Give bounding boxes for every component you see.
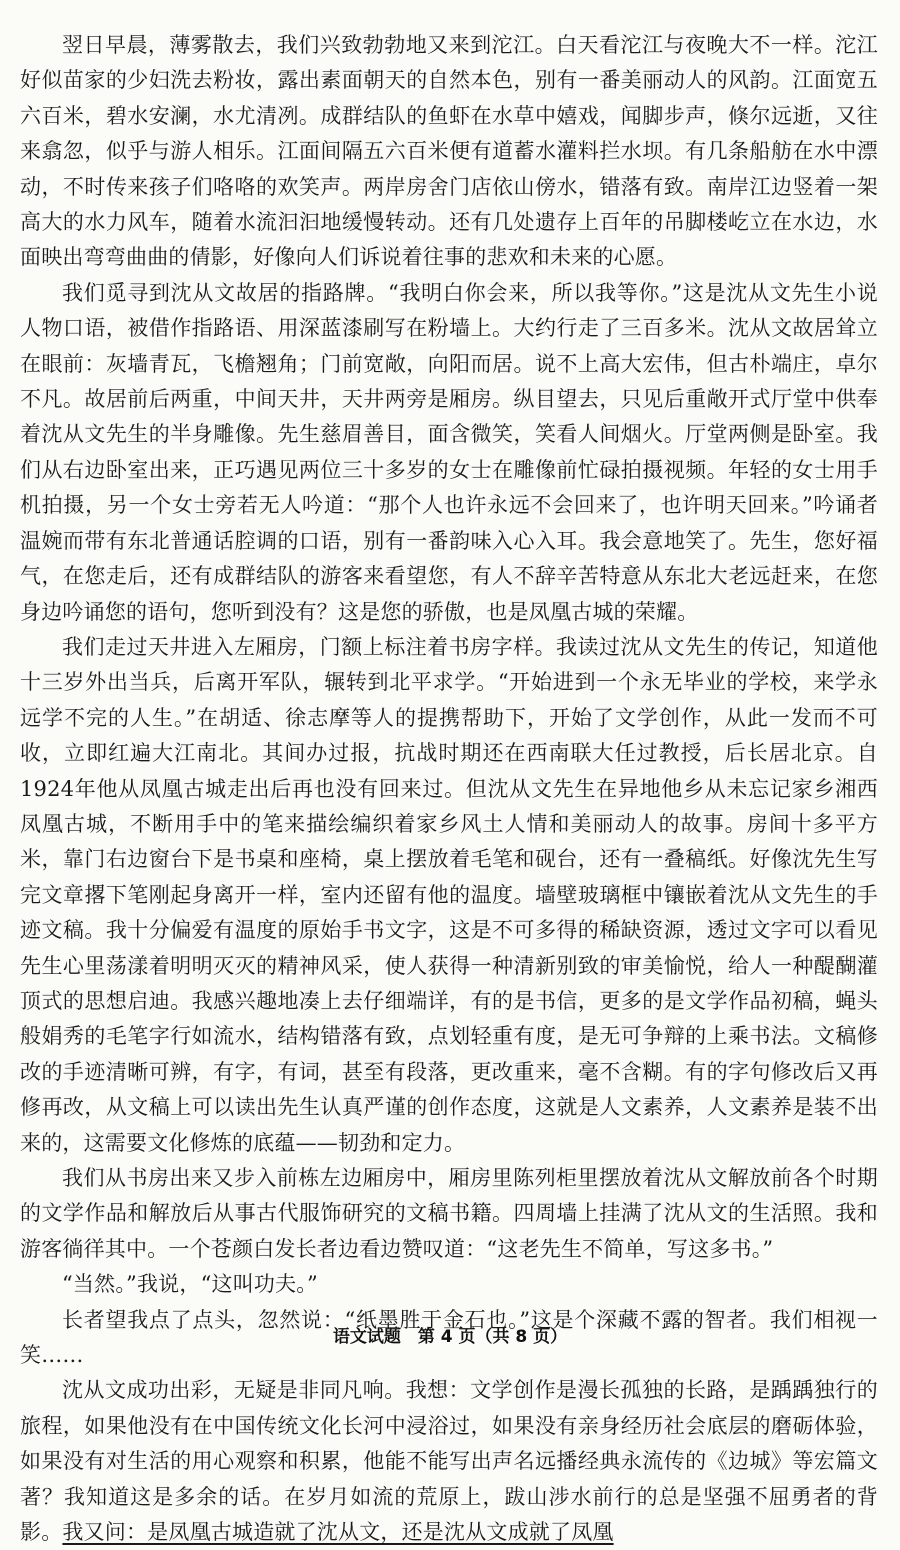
paragraph-reflection [20,1373,878,1550]
paragraph-tuojiang-morning: 翌日早晨，薄雾散去，我们兴致勃勃地又来到沱江。白天看沱江与夜晚大不一样。沱江好似苗家的少妇洗去粉妆，露出素面朝天的自然本色，别有一番美丽动人的风韵。江面宽五六百米，碧水安澜，水尤清冽。成群结队的鱼虾在水草中嬉戏，闻脚步声，倏尔远逝，又往来翕忽，似乎与游人相乐。江面间隔五六百米便有道蓄水灌料拦水坝。有几条船舫在水中漂动，不时传来孩子们咯咯的欢笑声。两岸房舍门店依山傍水，错落有致。南岸江边竖着一架高大的水力风车，随着水流汩汩地缓慢转动。还有几处遗存上百年的吊脚楼屹立在水边，水面映出弯弯曲曲的倩影，好像向人们诉说着往事的悲欢和未来的心愿。 [20,33,878,270]
paragraph-former-residence: 我们觅寻到沈从文故居的指路牌。“我明白你会来，所以我等你。”这是沈从文先生小说人物口语，被借作指路语、用深蓝漆刷写在粉墙上。大约行走了三百多米。沈从文故居耸立在眼前：灰墙青瓦，飞檐翘角；门前宽敞，向阳而居。说不上高大宏伟，但古朴端庄，卓尔不凡。故居前后两重，中间天井，天井两旁是厢房。纵目望去，只见后重敞开式厅堂中供奉着沈从文先生的半身雕像。先生慈眉善目，面含微笑，笑看人间烟火。厅堂两侧是卧室。我们从右边卧室出来，正巧遇见两位三十多岁的女士在雕像前忙碌拍摄视频。年轻的女士用手机拍摄，另一个女士旁若无人吟道：“那个人也许永远不会回来了，也许明天回来。”吟诵者温婉而带有东北普通话腔调的口语，别有一番韵味入心入耳。我会意地笑了。先生，您好福气，在您走后，还有成群结队的游客来看望您，有人不辞辛苦特意从东北大老远赶来，在您身边吟诵您的语句，您听到没有？这是您的骄傲，也是凤凰古城的荣耀。 [20,280,878,624]
reflection-text: 沈从文成功出彩，无疑是非同凡响。我想：文学创作是漫长孤独的长路，是踽踽独行的旅程，如果他没有在中国传统文化长河中浸浴过，如果没有亲身经历社会底层的磨砺体验，如果没有对生活的用心观察和积累，他能不能写出声名远播经典永流传的《边城》等宏篇文著？我知道这是多余的话。在岁月如流的荒原上，跋山涉水前行的总是坚强不屈勇者的背影。 [20,1378,878,1545]
paragraph-elder-remark: 长者望我点了点头，忽然说：“纸墨胜于金石也。”这是个深藏不露的智者。我们相视一笑…… [20,1307,878,1368]
paragraph-study-room: 我们走过天井进入左厢房，门额上标注着书房字样。我读过沈从文先生的传记，知道他十三岁外出当兵，后离开军队，辗转到北平求学。“开始进到一个永无毕业的学校，来学永远学不完的人生。”在胡适、徐志摩等人的提携帮助下，开始了文学创作，从此一发而不可收，立即红遍大江南北。其间办过报，抗战时期还在西南联大任过教授，后长居北京。自1924年他从凤凰古城走出后再也没有回来过。但沈从文先生在异地他乡从未忘记家乡湘西凤凰古城，不断用手中的笔来描绘编织着家乡风土人情和美丽动人的故事。房间十多平方米，靠门右边窗台下是书桌和座椅，桌上摆放着毛笔和砚台，还有一叠稿纸。好像沈先生写完文章撂下笔刚起身离开一样，室内还留有他的温度。墙壁玻璃框中镶嵌着沈从文先生的手迹文稿。我十分偏爱有温度的原始手书文字，这是不可多得的稀缺资源，透过文字可以看见先生心里荡漾着明明灭灭的精神风采，使人获得一种清新别致的审美愉悦，给人一种醍醐灌顶式的思想启迪。我感兴趣地凑上去仔细端详，有的是书信，更多的是文学作品初稿，蝇头般娟秀的毛笔字行如流水，结构错落有致，点划轻重有度，是无可争辩的上乘书法。文稿修改的手迹清晰可辨，有字，有词，甚至有段落，更改重来，毫不含糊。有的字句修改后又再修再改，从文稿上可以读出先生认真严谨的创作态度，这就是人文素养，人文素养是装不出来的，这需要文化修炼的底蕴——韧劲和定力。 [20,634,878,1155]
underlined-question: 我又问：是凤凰古城造就了沈从文，还是沈从文成就了凤凰 [62,1520,614,1545]
paragraph-dialogue-reply: “当然。”我说，“这叫功夫。” [62,1272,318,1297]
paragraph-exhibition-room: 我们从书房出来又步入前栋左边厢房中，厢房里陈列柜里摆放着沈从文解放前各个时期的文学作品和解放后从事古代服饰研究的文稿书籍。四周墙上挂满了沈从文的生活照。我和游客徜徉其中。一个苍颜白发长者边看边赞叹道：“这老先生不简单，写这多书。” [20,1166,878,1261]
page-footer: 语文试题 第 4 页（共 8 页） [332,1327,568,1347]
